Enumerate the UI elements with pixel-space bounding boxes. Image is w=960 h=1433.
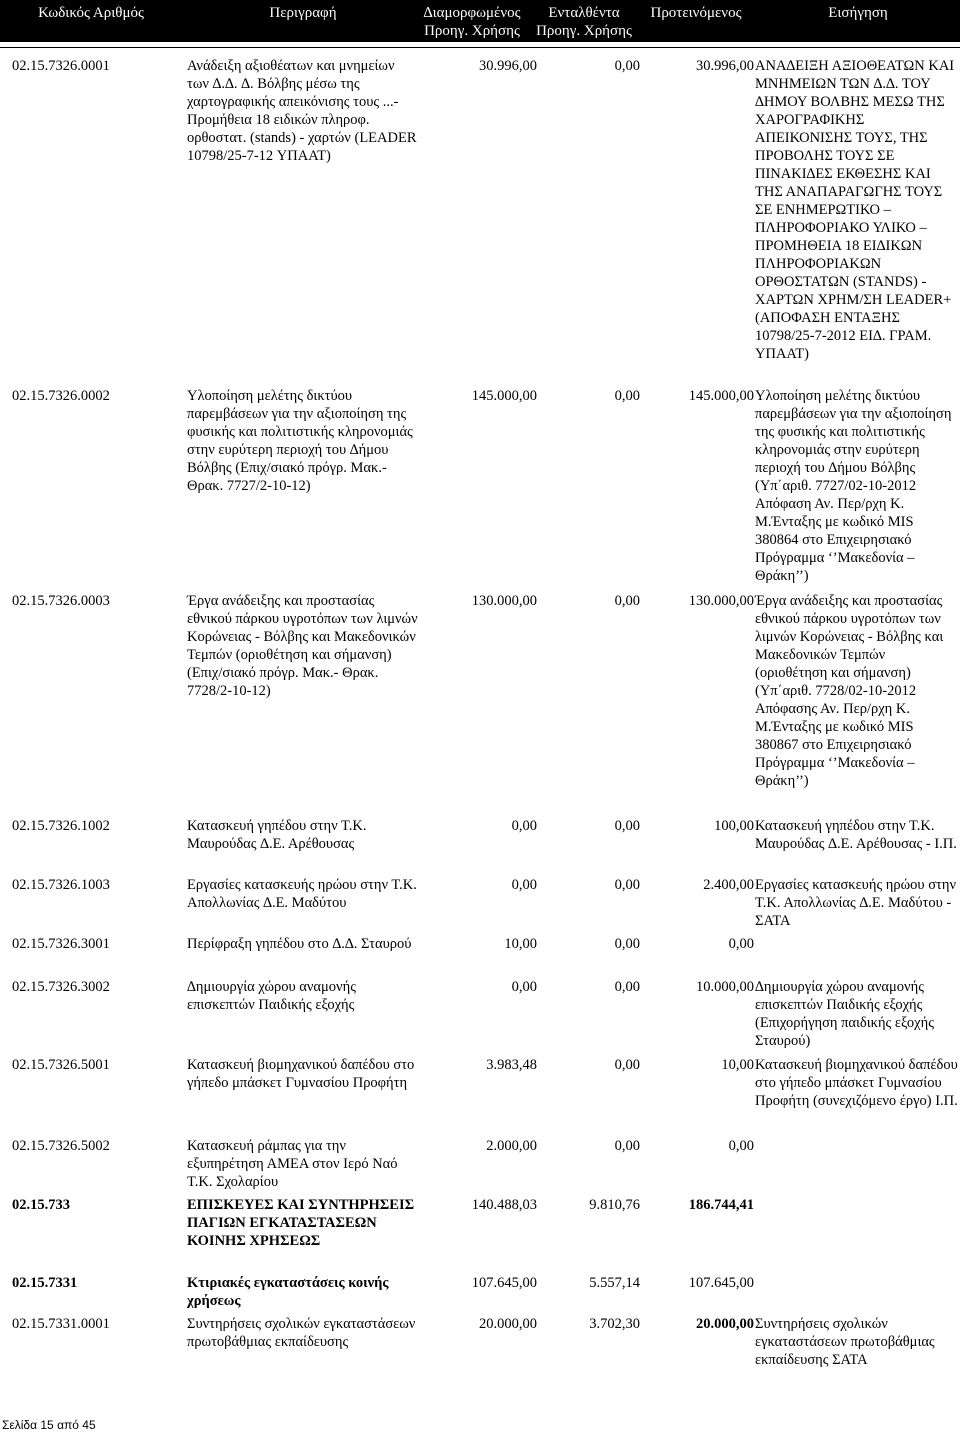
row-shaped: 3.983,48 <box>486 1057 537 1073</box>
row-description: Συντηρήσεις σχολικών εγκαταστάσεων πρωτοβάθμιας εκπαίδευσης <box>187 1316 416 1350</box>
row-description: Υλοποίηση μελέτης δικτύου παρεμβάσεων για την αξιοποίηση της φυσικής και πολιτιστικής κληρονομιάς στην ευρύτερη περιοχή του ∆ήμου Βόλβης (Επιχ/σιακό πρόγρ. Μακ.-Θρακ. 7727/2-10-12) <box>187 388 413 494</box>
row-proposed: 145.000,00 <box>688 388 754 404</box>
row-shaped: 2.000,00 <box>486 1138 537 1154</box>
row-shaped: 0,00 <box>511 818 537 834</box>
row-description: Εργασίες κατασκευής ηρώου στην Τ.Κ. Απολλωνίας ∆.Ε. Μαδύτου <box>187 877 417 911</box>
row-report: ΑΝΑ∆ΕΙΞΗ ΑΞΙΟΘΕΑΤΩΝ ΚΑΙ ΜΝΗΜΕΙΩΝ ΤΩΝ ∆.∆. ΤΟΥ ∆ΗΜΟΥ ΒΟΛΒΗΣ ΜΕΣΩ ΤΗΣ ΧΑΡΟΓΡΑΦΙΚΗΣ ΑΠΕΙΚΟΝΙΣΗΣ ΤΟΥΣ, ΤΗΣ ΠΡΟΒΟΛΗΣ ΤΟΥΣ ΣΕ ΠΙΝΑΚΙ∆ΕΣ ΕΚΘΕΣΗΣ ΚΑΙ ΤΗΣ ΑΝΑΠΑΡΑΓΩΓΗΣ ΤΟΥΣ ΣΕ ΕΝΗΜΕΡΩΤΙΚΟ – ΠΛΗΡΟΦΟΡΙΑΚΟ ΥΛΙΚΟ – ΠΡΟΜΗΘΕΙΑ 18 ΕΙ∆ΙΚΩΝ ΠΛΗΡΟΦΟΡΙΑΚΩΝ ΟΡΘΟΣΤΑΤΩΝ (STANDS) - ΧΑΡΤΩΝ ΧΡΗΜ/ΣΗ LEADER+ (ΑΠΟΦΑΣΗ ΕΝΤΑΞΗΣ 10798/25-7-2012 ΕΙ∆. ΓΡΑΜ. ΥΠΑΑΤ) <box>755 58 955 362</box>
row-ordered: 3.702,30 <box>589 1316 640 1332</box>
header-report: Εισήγηση <box>828 5 888 21</box>
row-ordered: 0,00 <box>614 1138 640 1154</box>
row-proposed: 107.645,00 <box>688 1275 754 1291</box>
row-shaped: 0,00 <box>511 979 537 995</box>
table-header <box>0 0 960 42</box>
row-proposed: 0,00 <box>728 1138 754 1154</box>
row-proposed: 30.996,00 <box>696 58 754 74</box>
row-description: Ανάδειξη αξιοθέατων και μνημείων των ∆.∆. ∆. Βόλβης μέσω της χαρτογραφικής απεικόνισης τους ...- Προμήθεια 18 ειδικών πληροφ. ορθοστατ. (stands) - χαρτών (LEADER 10798/25-7-12 ΥΠΑΑΤ) <box>187 58 417 164</box>
row-proposed: 130.000,00 <box>688 593 754 609</box>
row-proposed: 2.400,00 <box>703 877 754 893</box>
row-shaped: 140.488,03 <box>471 1197 537 1213</box>
row-ordered: 0,00 <box>614 58 640 74</box>
row-report: Έργα ανάδειξης και προστασίας εθνικού πάρκου υγροτόπων των λιμνών Κορώνειας - Βόλβης και Μακεδονικών Τεμπών (οριοθέτηση και σήμανση) (Υπ΄αριθ. 7728/02-10-2012 Απόφασης Αν. Περ/ρχη Κ. Μ.Ένταξης με κωδικό MIS 380867 στο Επιχειρησιακό Πρόγραμμα ‘’Μακεδονία – Θράκη’’) <box>755 593 944 789</box>
row-ordered: 9.810,76 <box>589 1197 640 1213</box>
header-ordered <box>524 4 644 40</box>
row-proposed: 0,00 <box>728 936 754 952</box>
row-code: 02.15.7326.0002 <box>12 388 110 404</box>
row-description: Έργα ανάδειξης και προστασίας εθνικού πάρκου υγροτόπων των λιμνών Κορώνειας - Βόλβης και Μακεδονικών Τεμπών (οριοθέτηση και σήμανση) (Επιχ/σιακό πρόγρ. Μακ.- Θρακ. 7728/2-10-12) <box>187 593 418 699</box>
row-ordered: 0,00 <box>614 877 640 893</box>
row-code: 02.15.7326.3001 <box>12 936 110 952</box>
row-description: Κατασκευή γηπέδου στην Τ.Κ. Μαυρούδας ∆.Ε. Αρέθουσας <box>187 818 367 852</box>
row-proposed: 186.744,41 <box>688 1197 754 1213</box>
row-shaped: 30.996,00 <box>479 58 537 74</box>
row-code: 02.15.7326.0003 <box>12 593 110 609</box>
header-description: Περιγραφή <box>269 5 337 21</box>
header-rule <box>0 47 960 48</box>
row-report: Κατασκευή γηπέδου στην Τ.Κ. Μαυρούδας ∆.Ε. Αρέθουσας - Ι.Π. <box>755 818 957 852</box>
row-description: Κατασκευή ράμπας για την εξυπηρέτηση ΑΜΕΑ στον Ιερό Ναό Τ.Κ. Σχολαρίου <box>187 1138 398 1190</box>
header-shaped <box>412 4 532 40</box>
row-proposed: 10,00 <box>721 1057 754 1073</box>
row-ordered: 0,00 <box>614 593 640 609</box>
row-description: Περίφραξη γηπέδου στο ∆.∆. Σταυρού <box>187 936 412 952</box>
row-description: Κατασκευή βιομηχανικού δαπέδου στο γήπεδο μπάσκετ Γυμνασίου Προφήτη <box>187 1057 415 1091</box>
row-report: Συντηρήσεις σχολικών εγκαταστάσεων πρωτοβάθμιας εκπαίδευσης ΣΑΤΑ <box>755 1316 935 1368</box>
page-footer: Σελίδα 15 από 45 <box>2 1418 96 1432</box>
row-shaped: 130.000,00 <box>471 593 537 609</box>
row-ordered: 0,00 <box>614 818 640 834</box>
row-code: 02.15.733 <box>12 1197 70 1213</box>
row-shaped: 145.000,00 <box>471 388 537 404</box>
row-shaped: 20.000,00 <box>479 1316 537 1332</box>
row-ordered: 0,00 <box>614 936 640 952</box>
header-proposed: Προτεινόμενος <box>650 5 742 21</box>
row-shaped: 0,00 <box>511 877 537 893</box>
row-description: ∆ημιουργία χώρου αναμονής επισκεπτών Παιδικής εξοχής <box>187 979 356 1013</box>
row-code: 02.15.7326.5002 <box>12 1138 110 1154</box>
row-proposed: 10.000,00 <box>696 979 754 995</box>
row-shaped: 10,00 <box>504 936 537 952</box>
row-code: 02.15.7326.0001 <box>12 58 110 74</box>
row-description: Κτιριακές εγκαταστάσεις κοινής χρήσεως <box>187 1275 389 1309</box>
row-code: 02.15.7326.3002 <box>12 979 110 995</box>
row-ordered: 0,00 <box>614 1057 640 1073</box>
row-code: 02.15.7331 <box>12 1275 78 1291</box>
header-ordered-line1: Ενταλθέντα <box>548 5 620 21</box>
row-report: Κατασκευή βιομηχανικού δαπέδου στο γήπεδο μπάσκετ Γυμνασίου Προφήτη (συνεχιζόμενο έργο) Ι.Π. <box>755 1057 958 1109</box>
header-shaped-line2: Προηγ. Χρήσης <box>424 23 520 39</box>
header-code: Κωδικός Αριθμός <box>38 5 144 21</box>
row-ordered: 5.557,14 <box>589 1275 640 1291</box>
header-shaped-line1: ∆ιαμορφωμένος <box>423 5 521 21</box>
row-proposed: 100,00 <box>714 818 754 834</box>
row-code: 02.15.7326.1003 <box>12 877 110 893</box>
row-proposed: 20.000,00 <box>696 1316 754 1332</box>
row-code: 02.15.7331.0001 <box>12 1316 110 1332</box>
row-shaped: 107.645,00 <box>471 1275 537 1291</box>
row-report: ∆ημιουργία χώρου αναμονής επισκεπτών Παιδικής εξοχής (Επιχορήγηση παιδικής εξοχής Σταυρού) <box>755 979 934 1049</box>
row-code: 02.15.7326.5001 <box>12 1057 110 1073</box>
row-code: 02.15.7326.1002 <box>12 818 110 834</box>
row-ordered: 0,00 <box>614 979 640 995</box>
row-description: ΕΠΙΣΚΕΥΕΣ ΚΑΙ ΣΥΝΤΗΡΗΣΕΙΣ ΠΑΓΙΩΝ ΕΓΚΑΤΑΣΤΑΣΕΩΝ ΚΟΙΝΗΣ ΧΡΗΣΕΩΣ <box>187 1197 415 1249</box>
header-ordered-line2: Προηγ. Χρήσης <box>536 23 632 39</box>
row-report: Υλοποίηση μελέτης δικτύου παρεμβάσεων για την αξιοποίηση της φυσικής και πολιτιστικής κληρονομιάς στην ευρύτερη περιοχή του ∆ήμου Βόλβης (Υπ΄αριθ. 7727/02-10-2012 Απόφαση Αν. Περ/ρχη Κ. Μ.Ένταξης με κωδικό MIS 380864 στο Επιχειρησιακό Πρόγραμμα ‘’Μακεδονία – Θράκη’’) <box>755 388 952 584</box>
row-ordered: 0,00 <box>614 388 640 404</box>
row-report: Εργασίες κατασκευής ηρώου στην Τ.Κ. Απολλωνίας ∆.Ε. Μαδύτου - ΣΑΤΑ <box>755 877 957 929</box>
